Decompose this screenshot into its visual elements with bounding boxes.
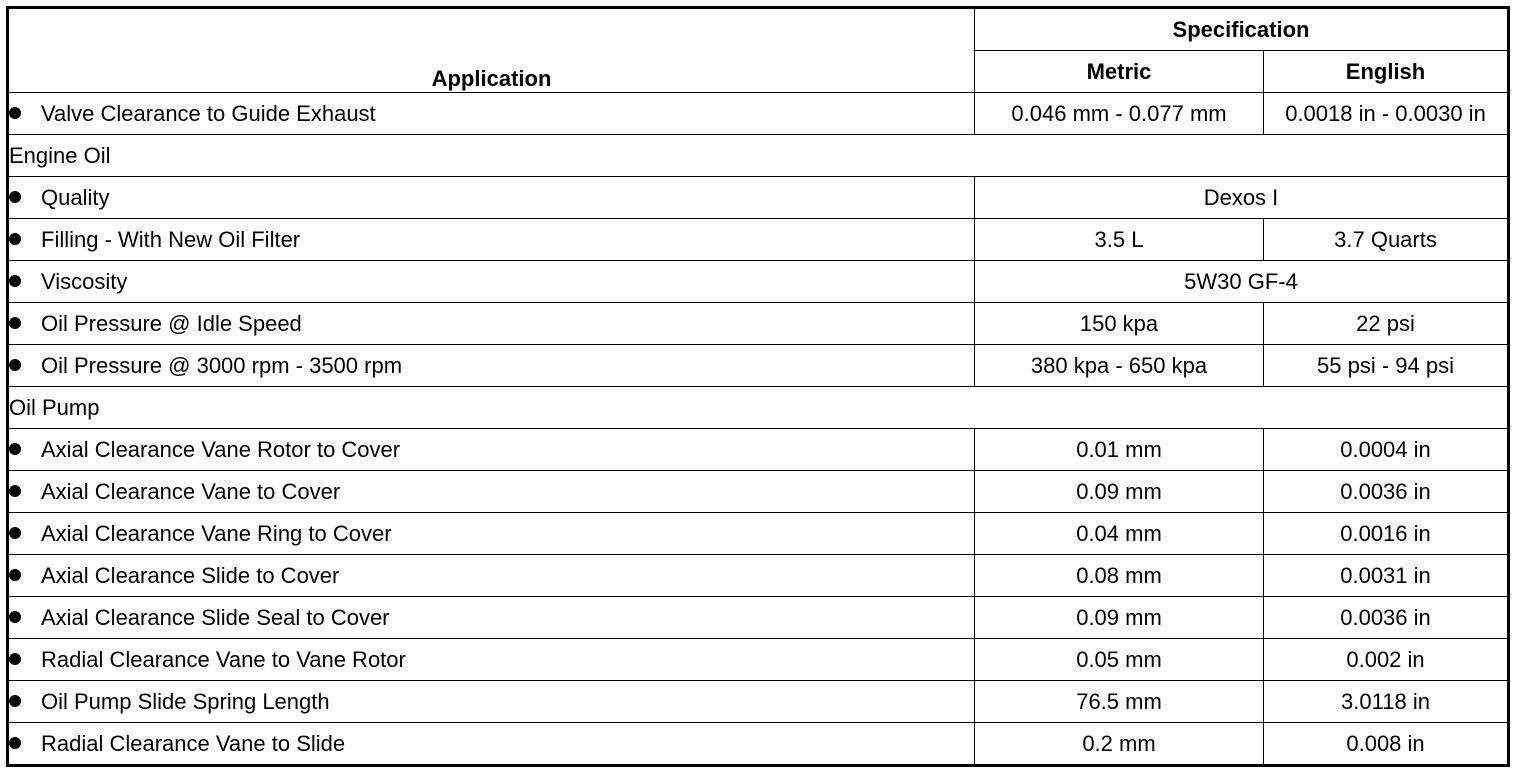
application-header: Application (8, 8, 975, 93)
application-label: Oil Pressure @ Idle Speed (41, 310, 302, 336)
application-cell (8, 681, 975, 723)
table-row (8, 513, 1509, 555)
table-row (8, 555, 1509, 597)
bullet-icon (9, 527, 21, 539)
table-row (8, 93, 1509, 135)
metric-value: 0.2 mm (975, 723, 1264, 766)
application-cell (8, 513, 975, 555)
table-body (8, 93, 1509, 766)
table-row (8, 261, 1509, 303)
english-value: 0.0036 in (1264, 471, 1509, 513)
section-row (8, 387, 1509, 429)
application-label: Radial Clearance Vane to Slide (41, 730, 346, 756)
specification-header: Specification (975, 8, 1509, 51)
application-cell (8, 723, 975, 766)
bullet-icon (9, 359, 21, 371)
table-row (8, 723, 1509, 766)
table-row (8, 429, 1509, 471)
table-row (8, 219, 1509, 261)
bullet-icon (9, 107, 21, 119)
application-cell (8, 219, 975, 261)
application-cell (8, 639, 975, 681)
table-row (8, 639, 1509, 681)
bullet-icon (9, 317, 21, 329)
metric-value: 380 kpa - 650 kpa (975, 345, 1264, 387)
metric-value: 150 kpa (975, 303, 1264, 345)
application-label: Axial Clearance Vane to Cover (41, 478, 341, 504)
application-label: Axial Clearance Vane Rotor to Cover (41, 436, 401, 462)
metric-value: 0.04 mm (975, 513, 1264, 555)
metric-value: 0.05 mm (975, 639, 1264, 681)
application-cell (8, 345, 975, 387)
bullet-icon (9, 485, 21, 497)
bullet-icon (9, 737, 21, 749)
bullet-icon (9, 443, 21, 455)
application-label: Axial Clearance Slide Seal to Cover (41, 604, 390, 630)
application-cell (8, 93, 975, 135)
bullet-icon (9, 191, 21, 203)
application-label: Axial Clearance Slide to Cover (41, 562, 340, 588)
english-value: 0.0018 in - 0.0030 in (1264, 93, 1509, 135)
english-value: 0.0016 in (1264, 513, 1509, 555)
application-cell (8, 261, 975, 303)
english-value: 3.0118 in (1264, 681, 1509, 723)
english-header: English (1264, 51, 1509, 93)
english-value: 0.002 in (1264, 639, 1509, 681)
metric-value: 3.5 L (975, 219, 1264, 261)
metric-value: 0.09 mm (975, 471, 1264, 513)
application-cell (8, 471, 975, 513)
table-header (8, 8, 1509, 93)
section-row (8, 135, 1509, 177)
metric-value: 0.046 mm - 0.077 mm (975, 93, 1264, 135)
english-value: 0.0031 in (1264, 555, 1509, 597)
bullet-icon (9, 233, 21, 245)
application-label: Quality (41, 184, 110, 210)
section-label: Oil Pump (8, 387, 1509, 429)
specification-value: 5W30 GF-4 (975, 261, 1509, 303)
english-value: 0.0036 in (1264, 597, 1509, 639)
bullet-icon (9, 611, 21, 623)
application-cell (8, 555, 975, 597)
bullet-icon (9, 695, 21, 707)
application-label: Viscosity (41, 268, 128, 294)
application-label: Oil Pressure @ 3000 rpm - 3500 rpm (41, 352, 403, 378)
application-cell (8, 303, 975, 345)
english-value: 3.7 Quarts (1264, 219, 1509, 261)
metric-value: 76.5 mm (975, 681, 1264, 723)
application-cell (8, 429, 975, 471)
specification-table (6, 6, 1510, 767)
table-row (8, 345, 1509, 387)
english-value: 0.008 in (1264, 723, 1509, 766)
application-label: Oil Pump Slide Spring Length (41, 688, 330, 714)
header-row-top (8, 8, 1509, 51)
table-row (8, 303, 1509, 345)
english-value: 0.0004 in (1264, 429, 1509, 471)
application-cell (8, 597, 975, 639)
english-value: 55 psi - 94 psi (1264, 345, 1509, 387)
section-label: Engine Oil (8, 135, 1509, 177)
table-row (8, 681, 1509, 723)
bullet-icon (9, 653, 21, 665)
application-label: Axial Clearance Vane Ring to Cover (41, 520, 392, 546)
application-label: Valve Clearance to Guide Exhaust (41, 100, 376, 126)
specification-value: Dexos I (975, 177, 1509, 219)
metric-value: 0.09 mm (975, 597, 1264, 639)
table-row (8, 471, 1509, 513)
table-row (8, 597, 1509, 639)
english-value: 22 psi (1264, 303, 1509, 345)
metric-header: Metric (975, 51, 1264, 93)
metric-value: 0.08 mm (975, 555, 1264, 597)
bullet-icon (9, 569, 21, 581)
metric-value: 0.01 mm (975, 429, 1264, 471)
table-row (8, 177, 1509, 219)
application-label: Filling - With New Oil Filter (41, 226, 301, 252)
bullet-icon (9, 275, 21, 287)
application-cell (8, 177, 975, 219)
application-label: Radial Clearance Vane to Vane Rotor (41, 646, 406, 672)
